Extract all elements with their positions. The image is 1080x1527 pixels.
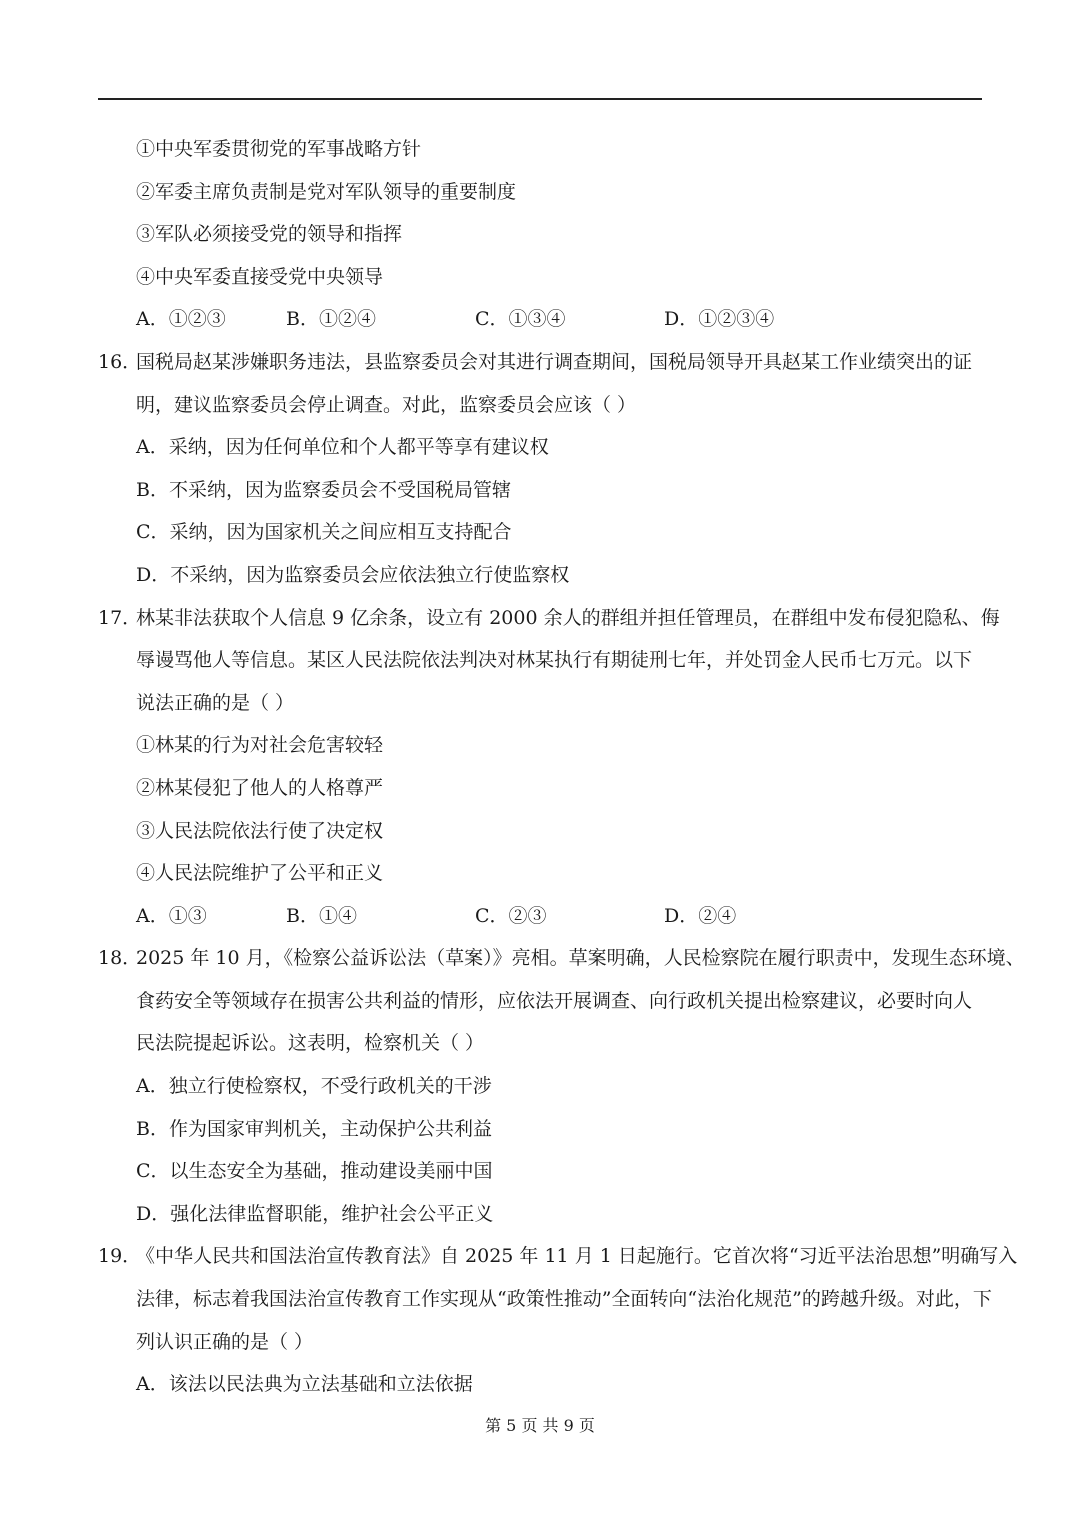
- option-c: C．①③④: [475, 308, 566, 331]
- question-stem-line: 国税局赵某涉嫌职务违法，县监察委员会对其进行调查期间，国税局领导开具赵某工作业绩突出的证: [136, 350, 973, 373]
- question-number: 18．: [98, 947, 142, 970]
- question-15: [98, 128, 982, 341]
- option-a: A．采纳，因为任何单位和个人都平等享有建议权: [136, 436, 549, 459]
- statement-item: ②林某侵犯了他人的人格尊严: [136, 776, 384, 799]
- option-a: A．该法以民法典为立法基础和立法依据: [136, 1373, 473, 1396]
- question-stem-line: 说法正确的是（ ）: [136, 691, 295, 714]
- option-row: [98, 298, 982, 341]
- question-number: 19．: [98, 1245, 142, 1268]
- option-d: D．强化法律监督职能，维护社会公平正义: [136, 1202, 494, 1225]
- question-stem-line: 明，建议监察委员会停止调查。对此，监察委员会应该（ ）: [136, 393, 637, 416]
- option-c: C．②③: [475, 904, 547, 927]
- question-16: [98, 341, 982, 597]
- statement-item: ③军队必须接受党的领导和指挥: [136, 223, 403, 246]
- option-a: A．①③: [136, 904, 207, 927]
- question-stem-line: 辱谩骂他人等信息。某区人民法院依法判决对林某执行有期徒刑七年，并处罚金人民币七万元。以下: [136, 649, 973, 672]
- option-row: [98, 895, 982, 938]
- question-18: [98, 937, 1025, 1235]
- question-stem-line: 《中华人民共和国法治宣传教育法》自 2025 年 11 月 1 日起施行。它首次将“习近平法治思想”明确写入: [136, 1245, 1018, 1268]
- option-d: D．①②③④: [664, 308, 775, 331]
- question-stem-line: 食药安全等领域存在损害公共利益的情形，应依法开展调查、向行政机关提出检察建议，必要时向人: [136, 989, 973, 1012]
- question-17: [98, 597, 1000, 938]
- question-number: 16．: [98, 350, 142, 373]
- statement-item: ①林某的行为对社会危害较轻: [136, 734, 384, 757]
- statement-item: ④中央军委直接受党中央领导: [136, 265, 384, 288]
- option-b: B．作为国家审判机关，主动保护公共利益: [136, 1117, 492, 1140]
- question-stem-line: 法律，标志着我国法治宣传教育工作实现从“政策性推动”全面转向“法治化规范”的跨越升级。对此，下: [136, 1288, 992, 1311]
- option-b: B．不采纳，因为监察委员会不受国税局管辖: [136, 478, 511, 501]
- page-content: [98, 128, 1025, 1406]
- option-b: B．①④: [286, 904, 357, 927]
- statement-item: ④人民法院维护了公平和正义: [136, 862, 384, 885]
- question-stem-line: 2025 年 10 月，《检察公益诉讼法（草案）》亮相。草案明确，人民检察院在履行职责中，发现生态环境、: [136, 947, 1025, 970]
- statement-item: ①中央军委贯彻党的军事战略方针: [136, 138, 422, 160]
- page-footer: 第 5 页 共 9 页: [485, 1416, 595, 1435]
- option-c: C．以生态安全为基础，推动建设美丽中国: [136, 1160, 493, 1183]
- statement-item: ③人民法院依法行使了决定权: [136, 819, 384, 842]
- question-19: [98, 1235, 1018, 1405]
- header-rule: [98, 98, 982, 100]
- option-d: D．不采纳，因为监察委员会应依法独立行使监察权: [136, 563, 570, 586]
- option-c: C．采纳，因为国家机关之间应相互支持配合: [136, 521, 512, 544]
- statement-item: ②军委主席负责制是党对军队领导的重要制度: [136, 180, 517, 203]
- option-a: A．独立行使检察权，不受行政机关的干涉: [136, 1075, 492, 1098]
- question-number: 17．: [98, 606, 142, 629]
- option-b: B．①②④: [286, 308, 376, 331]
- question-stem-line: 民法院提起诉讼。这表明，检察机关（ ）: [136, 1032, 485, 1055]
- question-stem-line: 列认识正确的是（ ）: [136, 1330, 314, 1353]
- option-a: A．①②③: [136, 308, 226, 331]
- option-d: D．②④: [664, 904, 737, 927]
- question-stem-line: 林某非法获取个人信息 9 亿余条，设立有 2000 余人的群组并担任管理员，在群组中发布侵犯隐私、侮: [136, 606, 1000, 629]
